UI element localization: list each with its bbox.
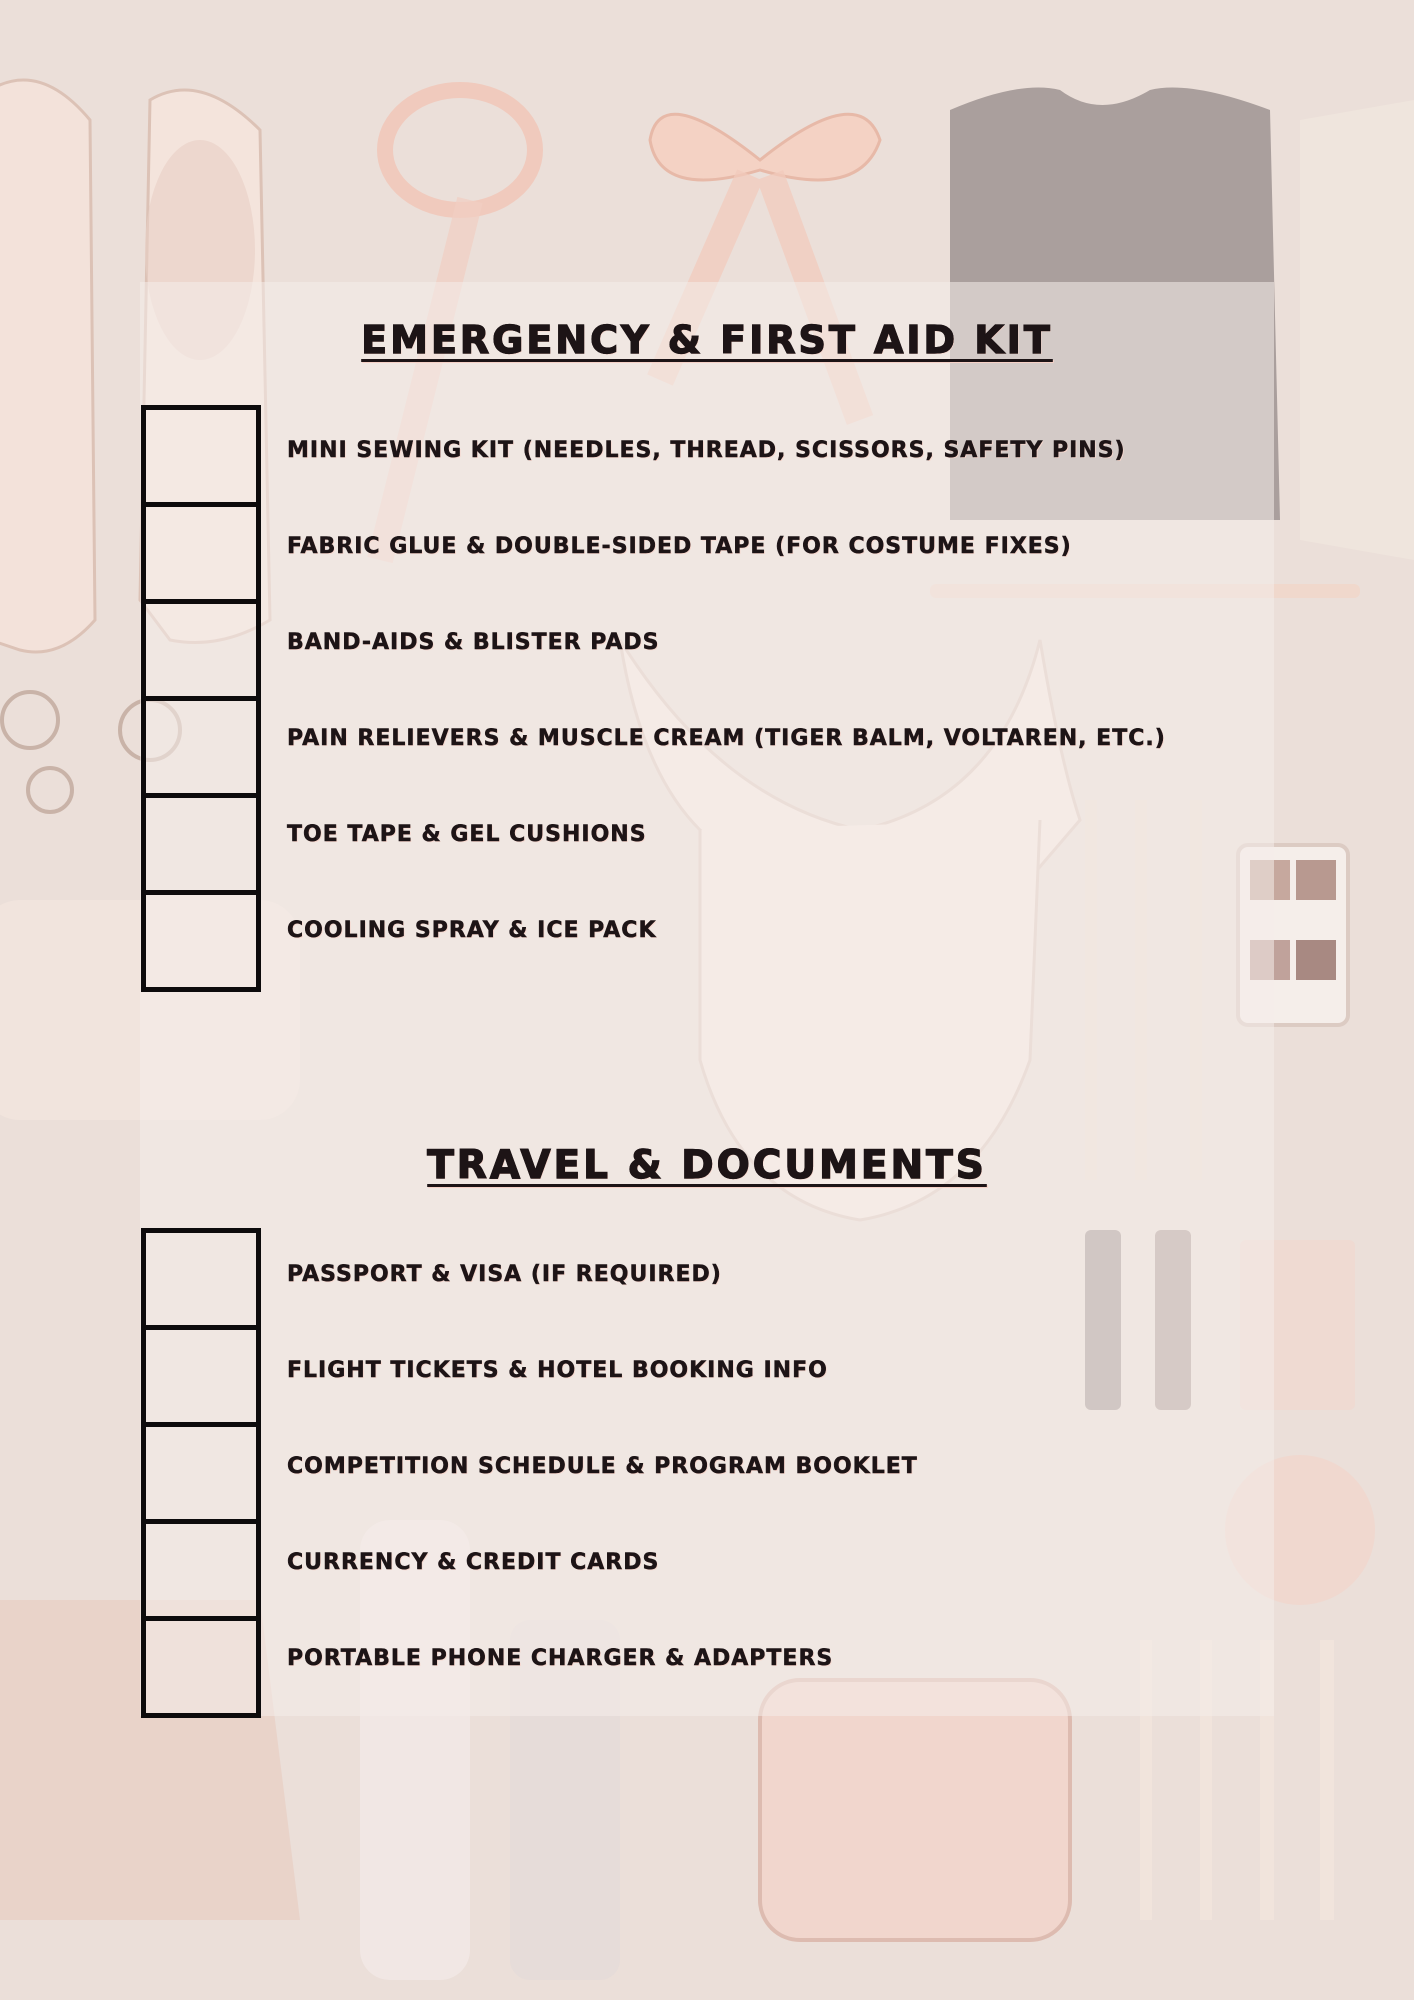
list-item: COMPETITION SCHEDULE & PROGRAM BOOKLET	[287, 1454, 918, 1479]
checkbox-emergency-1[interactable]	[141, 405, 261, 507]
checkbox-emergency-4[interactable]	[141, 696, 261, 798]
list-item: PAIN RELIEVERS & MUSCLE CREAM (TIGER BALM, VOLTAREN, ETC.)	[287, 726, 1166, 751]
list-item: PASSPORT & VISA (IF REQUIRED)	[287, 1262, 722, 1287]
list-item: BAND-AIDS & BLISTER PADS	[287, 630, 660, 655]
list-item: MINI SEWING KIT (NEEDLES, THREAD, SCISSORS, SAFETY PINS)	[287, 438, 1126, 463]
list-item: FLIGHT TICKETS & HOTEL BOOKING INFO	[287, 1358, 828, 1383]
content-panel	[140, 282, 1274, 1716]
section-title-emergency: EMERGENCY & FIRST AID KIT	[361, 318, 1053, 362]
checkbox-emergency-5[interactable]	[141, 793, 261, 895]
checkbox-travel-2[interactable]	[141, 1325, 261, 1427]
checkbox-travel-1[interactable]	[141, 1228, 261, 1330]
section-title-travel: TRAVEL & DOCUMENTS	[427, 1143, 987, 1188]
checkbox-travel-5[interactable]	[141, 1616, 261, 1718]
checkbox-travel-3[interactable]	[141, 1422, 261, 1524]
checkbox-emergency-6[interactable]	[141, 890, 261, 992]
checkbox-emergency-3[interactable]	[141, 599, 261, 701]
list-item: FABRIC GLUE & DOUBLE-SIDED TAPE (FOR COSTUME FIXES)	[287, 534, 1072, 559]
checkbox-column-emergency	[141, 405, 259, 992]
list-item: TOE TAPE & GEL CUSHIONS	[287, 822, 647, 847]
list-item: COOLING SPRAY & ICE PACK	[287, 918, 657, 943]
checkbox-travel-4[interactable]	[141, 1519, 261, 1621]
list-item: PORTABLE PHONE CHARGER & ADAPTERS	[287, 1646, 834, 1671]
list-item: CURRENCY & CREDIT CARDS	[287, 1550, 660, 1575]
checkbox-emergency-2[interactable]	[141, 502, 261, 604]
checkbox-column-travel	[141, 1228, 259, 1718]
